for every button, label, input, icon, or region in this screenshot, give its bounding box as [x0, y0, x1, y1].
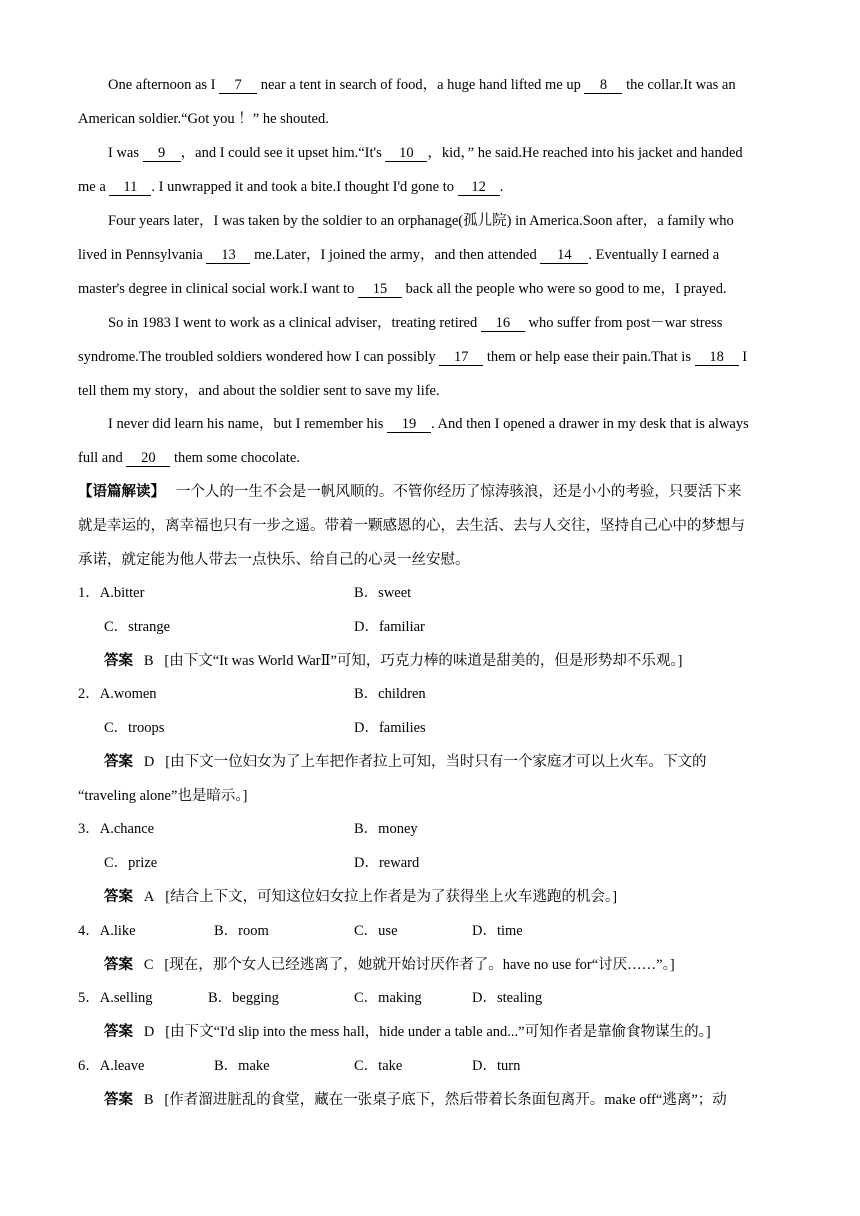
- passage-line: [108, 313, 722, 333]
- blank-19: 19: [387, 416, 431, 433]
- option-text: A.chance: [99, 821, 155, 837]
- question-number: 2．: [78, 686, 100, 702]
- answer-label: 答案: [104, 957, 133, 973]
- answer-explanation: [由下文一位妇女为了上车把作者拉上可知，当时只有一个家庭才可以上火车。下文的: [165, 754, 707, 770]
- option-text: A.bitter: [99, 585, 145, 601]
- question-1-option-d: D．familiar: [354, 619, 425, 635]
- text-span: the collar.It was an: [622, 77, 736, 93]
- question-5-option-c: C．making: [354, 990, 422, 1006]
- text-span: 一个人的一生不会是一帆风顺的。不管你经历了惊涛骇浪，还是小小的考验，只要活下来: [175, 484, 742, 500]
- text-span: syndrome.The troubled soldiers wondered how I can possibly: [78, 349, 440, 365]
- blank-14: 14: [540, 247, 588, 264]
- text-span: So in 1983 I went to work as a clinical adviser，treating retired: [108, 315, 481, 331]
- text-span: me.Later，I joined the army，and then attended: [250, 247, 541, 263]
- text-span: I was: [108, 145, 143, 161]
- answer-letter: B: [143, 653, 154, 669]
- question-number: 5．: [78, 990, 100, 1006]
- text-span: them some chocolate.: [170, 450, 300, 466]
- passage-line: [108, 414, 749, 434]
- passage-line: [78, 245, 780, 265]
- text-span: ，and I could see it upset him.“It's: [180, 145, 386, 161]
- question-4-answer: [104, 955, 675, 975]
- answer-label: 答案: [104, 1092, 133, 1108]
- option-text: A.leave: [99, 1058, 145, 1074]
- question-number: 3．: [78, 821, 100, 837]
- answer-letter: A: [143, 889, 155, 905]
- option-text: A.like: [99, 923, 136, 939]
- question-6-option-d: D．turn: [472, 1058, 521, 1074]
- text-span: back all the people who were so good to me，I prayed.: [402, 281, 727, 297]
- question-4-option-b: B．room: [214, 923, 269, 939]
- text-span: . Eventually I earned a: [588, 247, 720, 263]
- blank-15: 15: [358, 281, 402, 298]
- text-span: them or help ease their pain.That is: [483, 349, 695, 365]
- question-3-option-b: B．money: [354, 821, 418, 837]
- question-6-answer: [104, 1090, 727, 1110]
- question-2-answer-cont: “traveling alone”也是暗示。]: [78, 788, 248, 804]
- question-4-option-d: D．time: [472, 923, 523, 939]
- answer-explanation: [现在，那个女人已经逃离了，她就开始讨厌作者了。have no use for“讨厌……”。]: [164, 957, 675, 973]
- answer-label: 答案: [104, 889, 133, 905]
- text-span: ，kid，” he said.He reached into his jacket and handed: [427, 145, 743, 161]
- text-span: I never did learn his name，but I remember his: [108, 416, 388, 432]
- blank-12: 12: [458, 179, 500, 196]
- answer-explanation: [作者溜进脏乱的食堂，藏在一张桌子底下，然后带着长条面包离开。make off“逃离”；动: [164, 1092, 727, 1108]
- passage-line: [78, 448, 780, 468]
- question-6-option-b: B．make: [214, 1058, 270, 1074]
- passage-line: [78, 177, 780, 197]
- question-3-option-c: C．prize: [104, 855, 158, 871]
- passage-line: [78, 279, 780, 299]
- question-1-option-a: [78, 583, 144, 603]
- question-6-option-c: C．take: [354, 1058, 403, 1074]
- text-span: .: [499, 179, 504, 195]
- question-2-option-b: B．children: [354, 686, 426, 702]
- question-4-option-c: C．use: [354, 923, 398, 939]
- question-number: 6．: [78, 1058, 100, 1074]
- question-2-option-c: C．troops: [104, 720, 165, 736]
- analysis-label: 【语篇解读】: [78, 484, 165, 500]
- blank-16: 16: [481, 315, 525, 332]
- answer-letter: D: [143, 1024, 155, 1040]
- answer-letter: B: [143, 1092, 154, 1108]
- blank-13: 13: [206, 247, 250, 264]
- option-text: A.selling: [99, 990, 153, 1006]
- passage-line: [108, 143, 743, 163]
- blank-20: 20: [126, 450, 170, 467]
- question-5-option-d: D．stealing: [472, 990, 543, 1006]
- option-text: A.women: [99, 686, 157, 702]
- answer-explanation: [由下文“It was World WarⅡ”可知，巧克力棒的味道是甜美的，但是形势却不乐观。]: [164, 653, 683, 669]
- question-1-option-c: C．strange: [104, 619, 171, 635]
- analysis-line: [78, 482, 780, 502]
- question-2-option-a: [78, 684, 157, 704]
- passage-line: [78, 347, 780, 367]
- answer-explanation: [由下文“I'd slip into the mess hall，hide under a table and...”可知作者是靠偷食物谋生的。]: [165, 1024, 711, 1040]
- answer-label: 答案: [104, 1024, 133, 1040]
- text-span: I: [738, 349, 748, 365]
- question-1-option-b: B．sweet: [354, 585, 412, 601]
- question-number: 4．: [78, 923, 100, 939]
- answer-explanation: [结合上下文，可知这位妇女拉上作者是为了获得坐上火车逃跑的机会。]: [165, 889, 618, 905]
- text-span: . I unwrapped it and took a bite.I thought I'd gone to: [151, 179, 458, 195]
- text-span: One afternoon as I: [108, 77, 220, 93]
- answer-label: 答案: [104, 754, 133, 770]
- text-span: master's degree in clinical social work.I want to: [78, 281, 359, 297]
- passage-line: Four years later，I was taken by the soldier to an orphanage(孤儿院) in America.Soon after，a family who: [108, 213, 734, 229]
- question-5-option-a: [78, 988, 153, 1008]
- question-5-option-b: B．begging: [208, 990, 279, 1006]
- text-span: near a tent in search of food，a huge hand lifted me up: [257, 77, 585, 93]
- analysis-line: 就是幸运的，离幸福也只有一步之遥。带着一颗感恩的心，去生活、去与人交往，坚持自己心中的梦想与: [78, 518, 745, 534]
- text-span: full and: [78, 450, 127, 466]
- blank-17: 17: [439, 349, 483, 366]
- blank-8: 8: [584, 77, 622, 94]
- question-3-option-d: D．reward: [354, 855, 420, 871]
- question-3-option-a: [78, 819, 154, 839]
- blank-7: 7: [219, 77, 257, 94]
- question-3-answer: [104, 887, 617, 907]
- question-5-answer: [104, 1022, 711, 1042]
- blank-10: 10: [385, 145, 427, 162]
- passage-line: [108, 75, 736, 95]
- question-2-answer: [104, 752, 707, 772]
- text-span: who suffer from post－war stress: [524, 315, 723, 331]
- answer-letter: D: [143, 754, 155, 770]
- passage-line: tell them my story，and about the soldier sent to save my life.: [78, 383, 440, 399]
- question-4-option-a: [78, 921, 136, 941]
- question-2-option-d: D．families: [354, 720, 426, 736]
- question-number: 1．: [78, 585, 100, 601]
- blank-9: 9: [143, 145, 181, 162]
- blank-18: 18: [695, 349, 739, 366]
- passage-line: American soldier.“Got you ！” he shouted.: [78, 111, 329, 127]
- text-span: . And then I opened a drawer in my desk that is always: [431, 416, 749, 432]
- text-span: me a: [78, 179, 110, 195]
- text-span: lived in Pennsylvania: [78, 247, 207, 263]
- answer-label: 答案: [104, 653, 133, 669]
- blank-11: 11: [109, 179, 151, 196]
- question-1-answer: [104, 651, 682, 671]
- question-6-option-a: [78, 1056, 144, 1076]
- analysis-line: 承诺，就定能为他人带去一点快乐、给自己的心灵一丝安慰。: [78, 552, 470, 568]
- answer-letter: C: [143, 957, 154, 973]
